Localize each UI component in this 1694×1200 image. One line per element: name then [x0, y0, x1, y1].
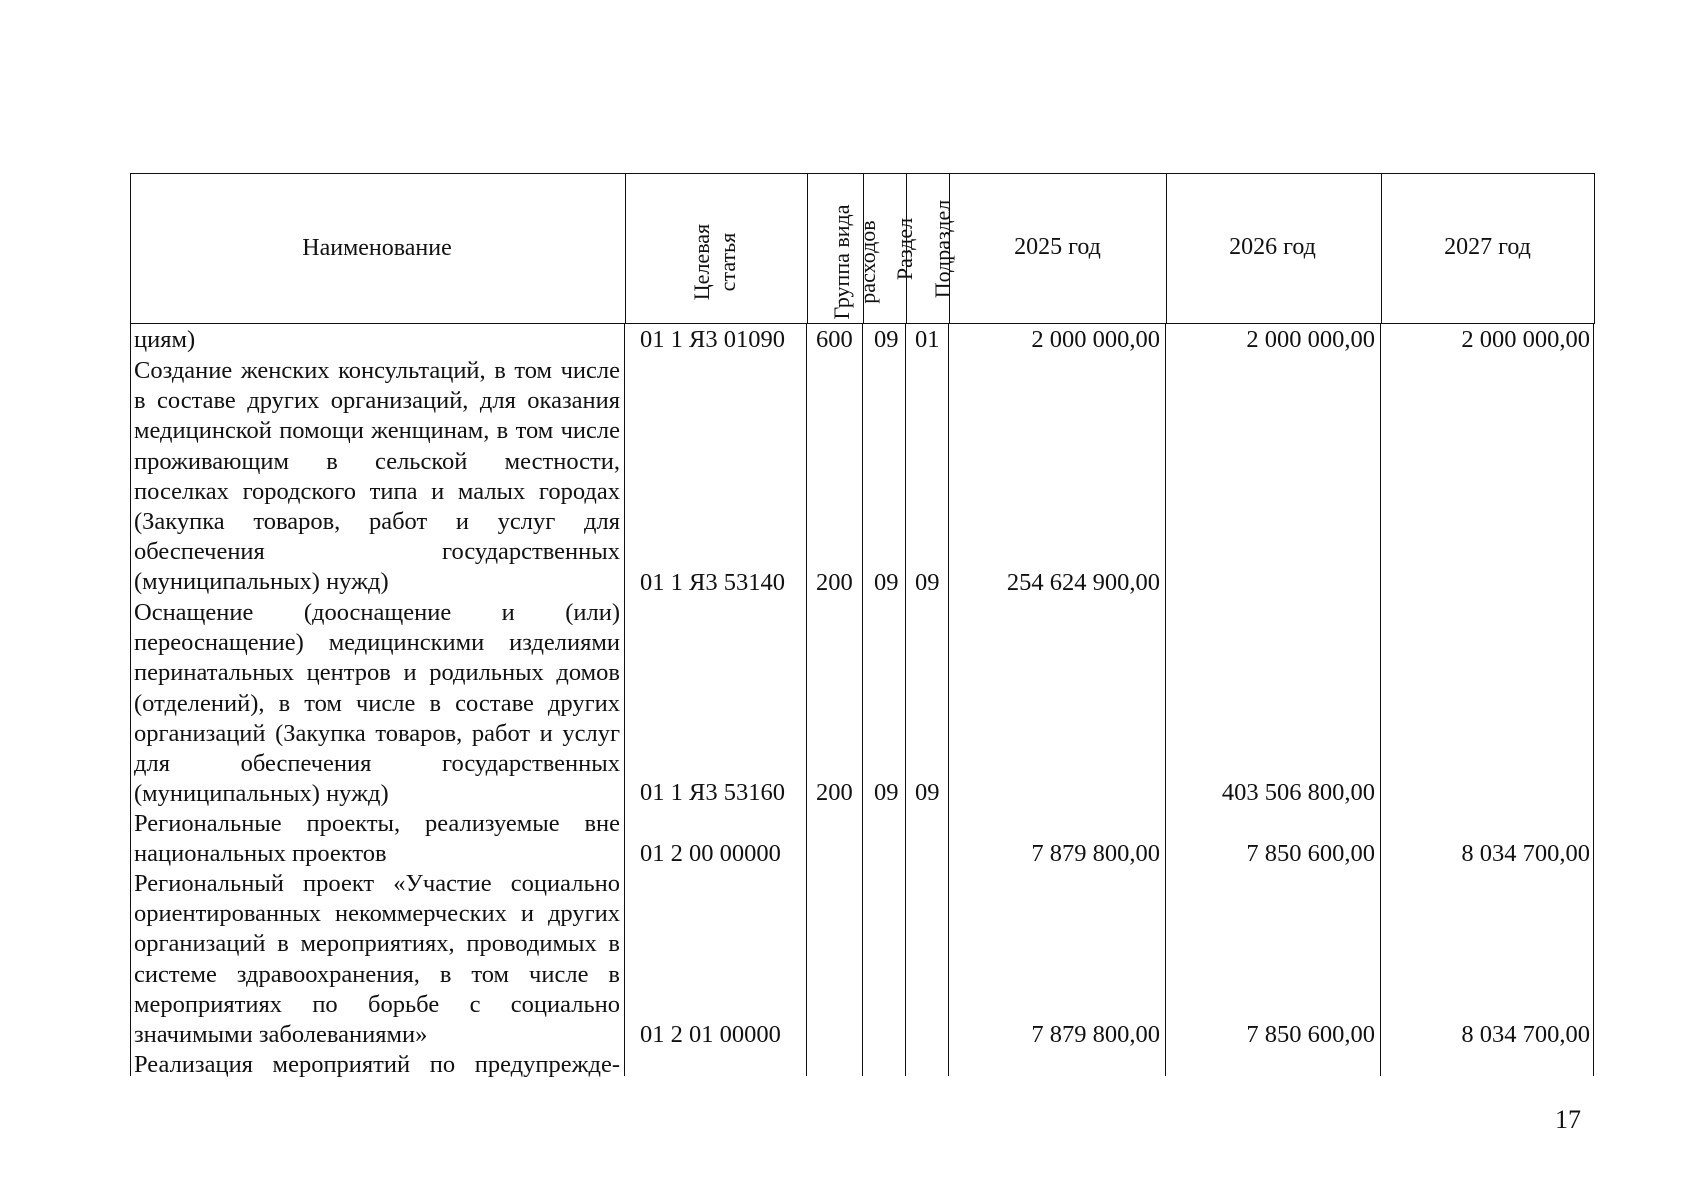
amount-2026-cell: 403 506 800,00	[1221, 779, 1375, 806]
amount-2027-cell: 2 000 000,00	[1461, 326, 1590, 353]
expense-group-cell: 200	[816, 569, 853, 596]
table-row-name: Региональные проекты, реализуемые вне национальных проектов	[134, 810, 620, 868]
expense-group-cell: 600	[816, 326, 853, 353]
subsection-cell: 01	[915, 326, 940, 353]
table-row-name: Оснащение (дооснащение и (или) переоснащение) медицинскими изделиями перинатальных центров и родильных домов (отделений), в том числе в составе других организаций (Закупка товаров, работ и услуг для обеспечения государственных (муниципальных) нужд)	[134, 599, 620, 808]
divider	[807, 174, 808, 323]
amount-2027-cell: 8 034 700,00	[1461, 1021, 1590, 1048]
amount-2025-cell: 7 879 800,00	[1031, 1021, 1160, 1048]
section-cell: 09	[874, 326, 899, 353]
target-article-cell: 01 2 00 00000	[640, 840, 781, 867]
header-target-article: Целевая статья	[689, 223, 740, 301]
header-expense-group: Группа вида расходов	[829, 204, 880, 320]
column-line	[1380, 324, 1381, 1076]
divider	[625, 174, 626, 323]
page-number: 17	[1555, 1105, 1581, 1134]
target-article-cell: 01 2 01 00000	[640, 1021, 781, 1048]
target-article-cell: 01 1 Я3 53140	[640, 569, 785, 596]
amount-2027-cell: 8 034 700,00	[1461, 840, 1590, 867]
target-article-cell: 01 1 Я3 53160	[640, 779, 785, 806]
header-2025: 2025 год	[1014, 234, 1101, 260]
target-article-cell: 01 1 Я3 01090	[640, 326, 785, 353]
column-line	[1593, 324, 1594, 1076]
table-row-name: Создание женских консультаций, в том числе в составе других организаций, для оказания медицинской помощи женщинам, в том числе проживающим в сельской местности, поселках городского типа и малых городах (Закупка товаров, работ и услуг для обеспечения государственных (муниципальных) нужд)	[134, 357, 620, 596]
table-row-name: Реализация мероприятий по предупрежде-	[134, 1051, 620, 1078]
subsection-cell: 09	[915, 779, 940, 806]
column-line	[905, 324, 906, 1076]
amount-2025-cell: 2 000 000,00	[1031, 326, 1160, 353]
column-line	[862, 324, 863, 1076]
amount-2025-cell: 254 624 900,00	[1006, 569, 1160, 596]
column-line	[806, 324, 807, 1076]
expense-group-cell: 200	[816, 779, 853, 806]
section-cell: 09	[874, 779, 899, 806]
column-line	[948, 324, 949, 1076]
table-row-name: Региональный проект «Участие социально ориентированных некоммерческих и других организаций в мероприятиях, проводимых в системе здравоохранения, в том числе в мероприятиях по борьбе с социально значимыми заболеваниями»	[134, 870, 620, 1049]
column-line	[1165, 324, 1166, 1076]
column-line	[624, 324, 625, 1076]
column-line	[130, 324, 131, 1076]
table-row-name: циям)	[134, 326, 196, 353]
header-name: Наименование	[302, 235, 452, 261]
header-2026: 2026 год	[1229, 234, 1316, 260]
amount-2025-cell: 7 879 800,00	[1031, 840, 1160, 867]
header-2027: 2027 год	[1444, 234, 1531, 260]
amount-2026-cell: 7 850 600,00	[1246, 1021, 1375, 1048]
header-section: Раздел	[892, 217, 917, 281]
amount-2026-cell: 2 000 000,00	[1246, 326, 1375, 353]
header-subsection: Подраздел	[930, 199, 955, 299]
subsection-cell: 09	[915, 569, 940, 596]
section-cell: 09	[874, 569, 899, 596]
amount-2026-cell: 7 850 600,00	[1246, 840, 1375, 867]
